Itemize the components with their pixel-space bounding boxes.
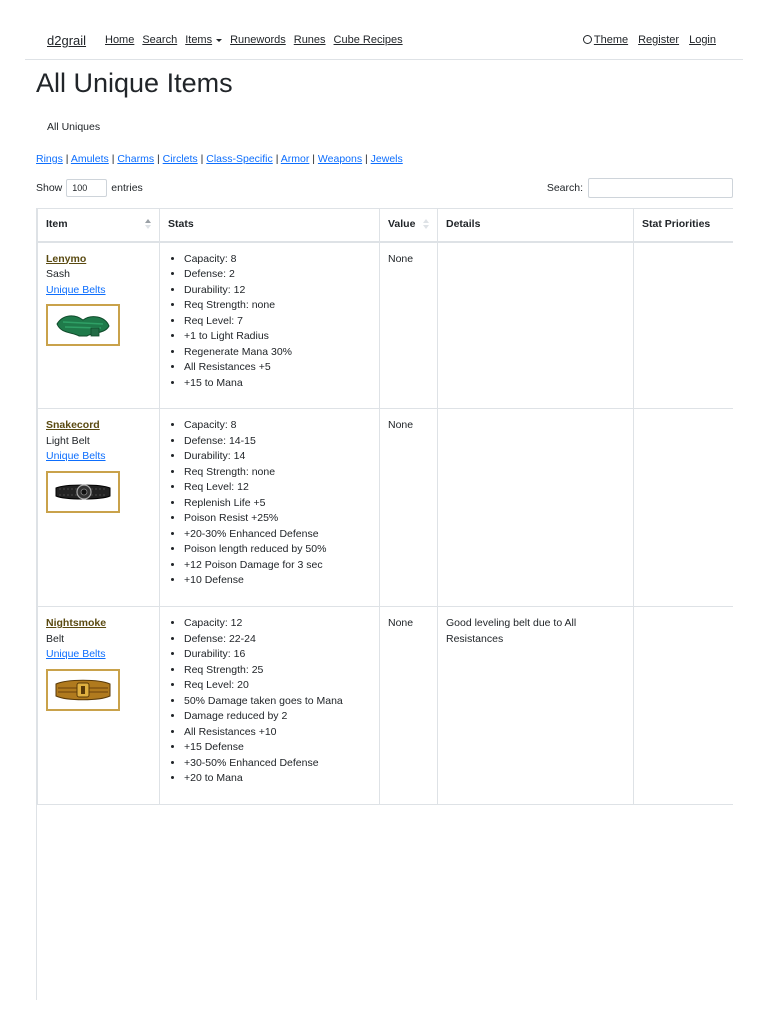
stat-line: • +20 to Mana (184, 771, 371, 787)
page-title: All Unique Items (36, 68, 233, 98)
stat-line: • Req Level: 12 (184, 480, 371, 496)
details-cell (438, 242, 634, 409)
item-cell (38, 409, 160, 607)
stat-line: • Defense: 14-15 (184, 434, 371, 450)
item-base-type: Light Belt (46, 434, 90, 447)
navbar (25, 22, 743, 60)
stats-list (168, 616, 371, 787)
light-belt-icon (53, 477, 113, 507)
stat-line: • +20-30% Enhanced Defense (184, 527, 371, 543)
nav-runewords[interactable]: Runewords (230, 34, 286, 46)
stat-line: • +1 to Light Radius (184, 329, 371, 345)
table-search (547, 178, 733, 198)
stat-line: • +12 Poison Damage for 3 sec (184, 558, 371, 574)
stat-line: • Req Strength: 25 (184, 663, 371, 679)
filter-amulets[interactable]: Amulets (70, 153, 109, 165)
nav-right (573, 34, 716, 46)
nav-runes[interactable]: Runes (293, 34, 326, 46)
item-name-link[interactable]: Nightsmoke (46, 617, 107, 629)
item-base-type: Sash (46, 268, 70, 280)
entries-select[interactable] (66, 179, 107, 197)
stat-line: • Req Strength: none (184, 465, 371, 481)
stat-line: • Capacity: 8 (184, 252, 371, 268)
filter-circlets[interactable]: Circlets (162, 153, 198, 165)
stat-priorities-cell (634, 409, 734, 607)
filter-charms[interactable]: Charms (117, 153, 155, 165)
table-row (38, 607, 734, 805)
filter-weapons[interactable]: Weapons (317, 153, 363, 165)
column-header-stat-priorities: Stat Priorities (634, 209, 734, 242)
stat-priorities-cell (634, 607, 734, 805)
filter-armor[interactable]: Armor (280, 153, 310, 165)
theme-label: Theme (593, 34, 629, 46)
item-cell (38, 607, 160, 805)
stat-line: • Poison length reduced by 50% (184, 542, 371, 558)
column-header-value[interactable] (380, 209, 438, 242)
stat-line: • Replenish Life +5 (184, 496, 371, 512)
item-category-link[interactable]: Unique Belts (46, 648, 106, 660)
item-base-type: Belt (46, 632, 65, 645)
category-filters: Rings | Amulets | Charms | Circlets | Class-Specific | Armor | Weapons | Jewels (36, 153, 403, 165)
login-link[interactable]: Login (689, 34, 716, 46)
stats-list (168, 418, 371, 589)
stat-line: • Req Strength: none (184, 298, 371, 314)
stats-cell (160, 607, 380, 805)
table-header-row (38, 209, 734, 242)
item-name-link[interactable]: Snakecord (46, 419, 100, 431)
uniques-table-wrapper (36, 208, 733, 1000)
stat-line: • +15 to Mana (184, 376, 371, 392)
filter-class-specific[interactable]: Class-Specific (206, 153, 273, 165)
search-label: Search: (546, 182, 583, 194)
nav-items-dropdown[interactable] (185, 34, 222, 46)
value-cell: None (380, 409, 438, 607)
filter-rings[interactable]: Rings (36, 153, 63, 165)
value-cell: None (380, 242, 438, 409)
stat-line: • Capacity: 12 (184, 616, 371, 632)
stat-line: • Regenerate Mana 30% (184, 345, 371, 361)
stat-line: • Poison Resist +25% (184, 511, 371, 527)
belt-icon (53, 675, 113, 705)
details-cell (438, 409, 634, 607)
sash-icon (53, 310, 113, 340)
nav-search[interactable]: Search (142, 34, 178, 46)
entries-label: entries (111, 182, 143, 194)
column-header-details: Details (438, 209, 634, 242)
brand-link[interactable]: d2grail (47, 33, 87, 48)
stat-line: • Durability: 16 (184, 647, 371, 663)
stats-cell (160, 242, 380, 409)
register-link[interactable]: Register (638, 34, 680, 46)
stat-line: • All Resistances +10 (184, 725, 371, 741)
theme-toggle[interactable] (583, 34, 628, 46)
item-image (46, 304, 120, 346)
uniques-table (37, 208, 733, 805)
value-cell: None (380, 607, 438, 805)
stat-line: • Durability: 14 (184, 449, 371, 465)
nav-items-label: Items (185, 34, 213, 46)
stat-line: • Damage reduced by 2 (184, 709, 371, 725)
stat-line: • All Resistances +5 (184, 360, 371, 376)
filter-jewels[interactable]: Jewels (370, 153, 403, 165)
caret-down-icon (216, 39, 222, 42)
sort-asc-icon (145, 219, 151, 231)
column-header-item[interactable] (38, 209, 160, 242)
stat-line: • 50% Damage taken goes to Mana (184, 694, 371, 710)
nav-cube-recipes[interactable]: Cube Recipes (333, 34, 403, 46)
item-image (46, 471, 120, 513)
stat-line: • Defense: 2 (184, 267, 371, 283)
stats-cell (160, 409, 380, 607)
stat-line: • Capacity: 8 (184, 418, 371, 434)
stat-line: • +15 Defense (184, 740, 371, 756)
stat-line: • Defense: 22-24 (184, 632, 371, 648)
item-name-link[interactable]: Lenymo (46, 252, 87, 265)
table-row (38, 409, 734, 607)
stat-line: • +30-50% Enhanced Defense (184, 756, 371, 772)
item-category-link[interactable]: Unique Belts (46, 283, 106, 296)
stat-line: • +10 Defense (184, 573, 371, 589)
item-category-link[interactable]: Unique Belts (46, 450, 106, 462)
item-image (46, 669, 120, 711)
show-entries (36, 179, 143, 197)
stat-priorities-cell (634, 242, 734, 409)
search-input[interactable] (588, 178, 733, 198)
tab-all-uniques[interactable]: All Uniques (47, 121, 101, 133)
table-row (38, 242, 734, 409)
nav-links (105, 34, 411, 46)
sort-icon (423, 219, 429, 231)
details-cell: Good leveling belt due to All Resistances (438, 607, 634, 805)
stat-line: • Durability: 12 (184, 283, 371, 299)
stats-list (168, 252, 371, 392)
column-header-stats: Stats (160, 209, 380, 242)
column-header-label: Value (388, 218, 416, 230)
show-label: Show (36, 182, 63, 194)
sun-icon (583, 35, 592, 44)
stat-line: • Req Level: 7 (184, 314, 371, 330)
stat-line: • Req Level: 20 (184, 678, 371, 694)
nav-home[interactable]: Home (105, 34, 135, 46)
item-cell (38, 242, 160, 409)
column-header-label: Item (46, 218, 68, 230)
